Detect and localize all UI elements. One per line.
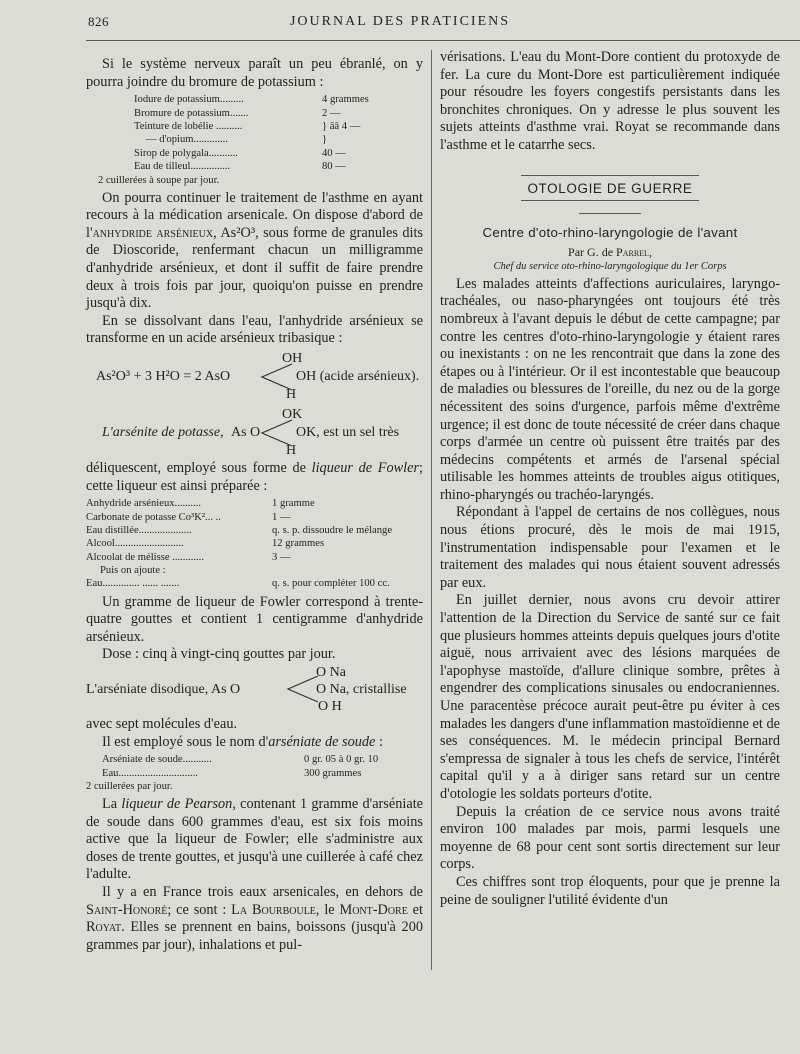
table-row: — d'opium............. } (146, 134, 328, 146)
column-divider (431, 50, 432, 970)
formula-top: OK (282, 406, 303, 422)
paragraph: On pourra continuer le traitement de l'asthme en ayant recours à la médication arsenicale. On dispose d'abord de l'anhydride arsénieux, As²O³, sous forme de granules dits de Dioscoride, renfermant chacun un milligramme d'anhydride arsénieux, et dont il suffit de faire prendre deux à trois fois par jour, quoiqu'on puisse en prendre jusqu'à dix. (86, 189, 423, 312)
paragraph: Il est employé sous le nom d'arséniate de soude : (102, 733, 383, 750)
table-row: Eau.............. ...... ....... q. s. pour compléter 100 cc. (86, 578, 390, 590)
formula-bottom: H (286, 442, 297, 458)
formula-top: OH (282, 350, 303, 366)
table-row: Alcool.......................... 12 grammes (86, 538, 325, 550)
table-row: Sirop de polygala........... 40 — (134, 147, 346, 159)
formula-mid: O Na, cristallise (316, 681, 407, 697)
dosage-note: 2 cuillerées à soupe par jour. (98, 174, 220, 186)
page-number: 826 (88, 14, 109, 29)
paragraph: déliquescent, employé sous forme de liqueur de Fowler; cette liqueur est ainsi préparée : (86, 459, 423, 494)
table-row: Iodure de potassium......... 4 grammes (134, 94, 369, 106)
paragraph: En se dissolvant dans l'eau, l'anhydride arsénieux se transforme en un acide arsénieux tribasique : (86, 312, 423, 347)
left-column (86, 56, 423, 954)
paragraph: Dose : cinq à vingt-cinq gouttes par jour. (102, 646, 336, 663)
author-role: Chef du service oto-rhino-laryngologique du 1er Corps (493, 260, 727, 272)
prescription-table-2 (86, 497, 423, 590)
paragraph: Ces chiffres sont trop éloquents, pour que je prenne la peine de souligner l'utilité évidente d'un (440, 873, 780, 908)
prescription-table-1 (86, 93, 423, 186)
paragraph: Répondant à l'appel de certains de nos collègues, nous nous étions procuré, dès le mois de mai 1915, l'instrumentation indispensable pour l'examen et le traitement des malades qui nous étaient souvent adressés par eux. (440, 504, 780, 591)
section-heading: OTOLOGIE DE GUERRE (521, 175, 699, 202)
paragraph: Si le système nerveux paraît un peu ébranlé, on y pourra joindre du bromure de potassium : (86, 56, 423, 90)
table-row: Alcoolat de mélisse ............ 3 — (86, 551, 291, 563)
paragraph: Les malades atteints d'affections auriculaires, laryngo-trachéales, ou naso-pharyngées ont toujours été très nombreux à l'avant depuis le début de cette campagne; par contre les centres d'oto-rhino-laryngologie y étaient rares ou inexistants : on ne les rencontrait que dans la zone des étapes ou à l'intérieur. Or il est incontestable que beaucoup de maladies ou blessures de l'oreille, du nez ou de la gorge nécessitent des soins d'urgence, parfois même d'extrême urgence; il est donc de toute nécessité de créer dans chaque corps d'armée un centre où puissent être traités par des médecins compétents et armés de l'arsenal spécial utilisable les hommes atteints de troubles aigus otitiques, rhino-pharyngés ou trachéo-laryngés. (440, 275, 780, 503)
paragraph: Un gramme de liqueur de Fowler correspond à trente-quatre gouttes et contient 1 centigramme d'anhydride arsénieux. (86, 593, 423, 645)
article-title: Centre d'oto-rhino-laryngologie de l'avant (482, 225, 738, 241)
chemical-formula-3 (86, 664, 423, 716)
formula-bottom: O H (318, 698, 342, 714)
formula-mid: OH (acide arsénieux). (296, 368, 420, 384)
paragraph: La liqueur de Pearson, contenant 1 gramme d'arséniate de soude dans 600 grammes d'eau, est six fois moins active que la liqueur de Fowler; elle s'administre aux doses de trente gouttes, et jusqu'à une cuillerée à café chez l'adulte. (86, 795, 424, 883)
formula-left: As O (231, 424, 261, 440)
paragraph: En juillet dernier, nous avons cru devoir attirer l'attention de la Direction du Service de santé sur ce fait que plusieurs hommes atteints depuis quelques jours d'otite aiguë, nous arrivaient avec des lésions marquées de l'apophyse mastoïde, d'allure clinique sombre, prêtes à engendrer des complications sinusales ou endocraniennes. Une paracentèse précoce aurait peut-être pu éviter à ces malades les dangers d'une inflammation mastoïdienne et de ses conséquences. M. le médecin principal Bernard s'empressa de signaler à tous les chefs de service, l'intérêt capital qu'il y a à diriger sans retard sur un centre d'otologie les soldats porteurs d'otite. (440, 592, 780, 802)
table-row: Teinture de lobélie .......... } āā 4 — (134, 121, 361, 132)
table-row: Carbonate de potasse Co³K²... .. 1 — (86, 511, 291, 523)
formula-label: L'arsénite de potasse, (102, 424, 224, 440)
paragraph: vérisations. L'eau du Mont-Dore contient du protoxyde de fer. La cure du Mont-Dore est particulièrement indiquée pour résoudre les foyers congestifs persistants dans les bronchites chroniques. On y adresse le plus souvent les sujets atteints d'asthme vrai. Royat se recommande dans l'asthme et le catarrhe secs. (440, 49, 780, 153)
right-column (440, 49, 780, 909)
formula-left: L'arséniate disodique, As O (86, 681, 241, 697)
table-row: Eau.............................. 300 grammes (102, 767, 362, 779)
dosage-note: 2 cuillerées par jour. (86, 780, 173, 792)
table-row: Eau de tilleul............... 80 — (134, 161, 346, 173)
paragraph: Depuis la création de ce service nous avons traité environ 100 malades par mois, parmi lesquels une moyenne de 68 pour cent sont sortis directement sur leur corps. (440, 803, 780, 873)
chemical-formula-2 (86, 404, 423, 460)
journal-title: JOURNAL DES PRATICIENS (289, 14, 511, 29)
paragraph: avec sept molécules d'eau. (86, 715, 238, 732)
formula-mid: OK, est un sel très (296, 424, 400, 440)
formula-top: O Na (316, 664, 346, 680)
article-byline: Par G. de Parrel, (568, 244, 652, 259)
table-row: Arséniate de soude........... 0 gr. 05 à 0 gr. 10 (102, 754, 379, 766)
page-header (0, 14, 800, 36)
formula-bottom: H (286, 386, 297, 402)
prescription-table-3 (86, 753, 423, 793)
table-row: Bromure de potassium....... 2 — (134, 107, 341, 119)
chemical-formula-1 (86, 348, 423, 404)
header-rule (86, 40, 800, 41)
table-row: Anhydride arsénieux.......... 1 gramme (86, 498, 315, 510)
table-row: Eau distillée.................... q. s. p. dissoudre le mélange (86, 524, 393, 536)
paragraph: Il y a en France trois eaux arsenicales, en dehors de Saint-Honoré; ce sont : La Bourboule, le Mont-Dore et Royat. Elles se prennent en bains, boissons (jusqu'à 200 grammes par jour), inhalations et pul- (86, 883, 423, 953)
formula-bracket (286, 674, 320, 704)
table-subheading: Puis on ajoute : (100, 565, 166, 577)
section-rule (579, 213, 641, 214)
formula-left: As²O³ + 3 H²O = 2 AsO (96, 368, 231, 384)
